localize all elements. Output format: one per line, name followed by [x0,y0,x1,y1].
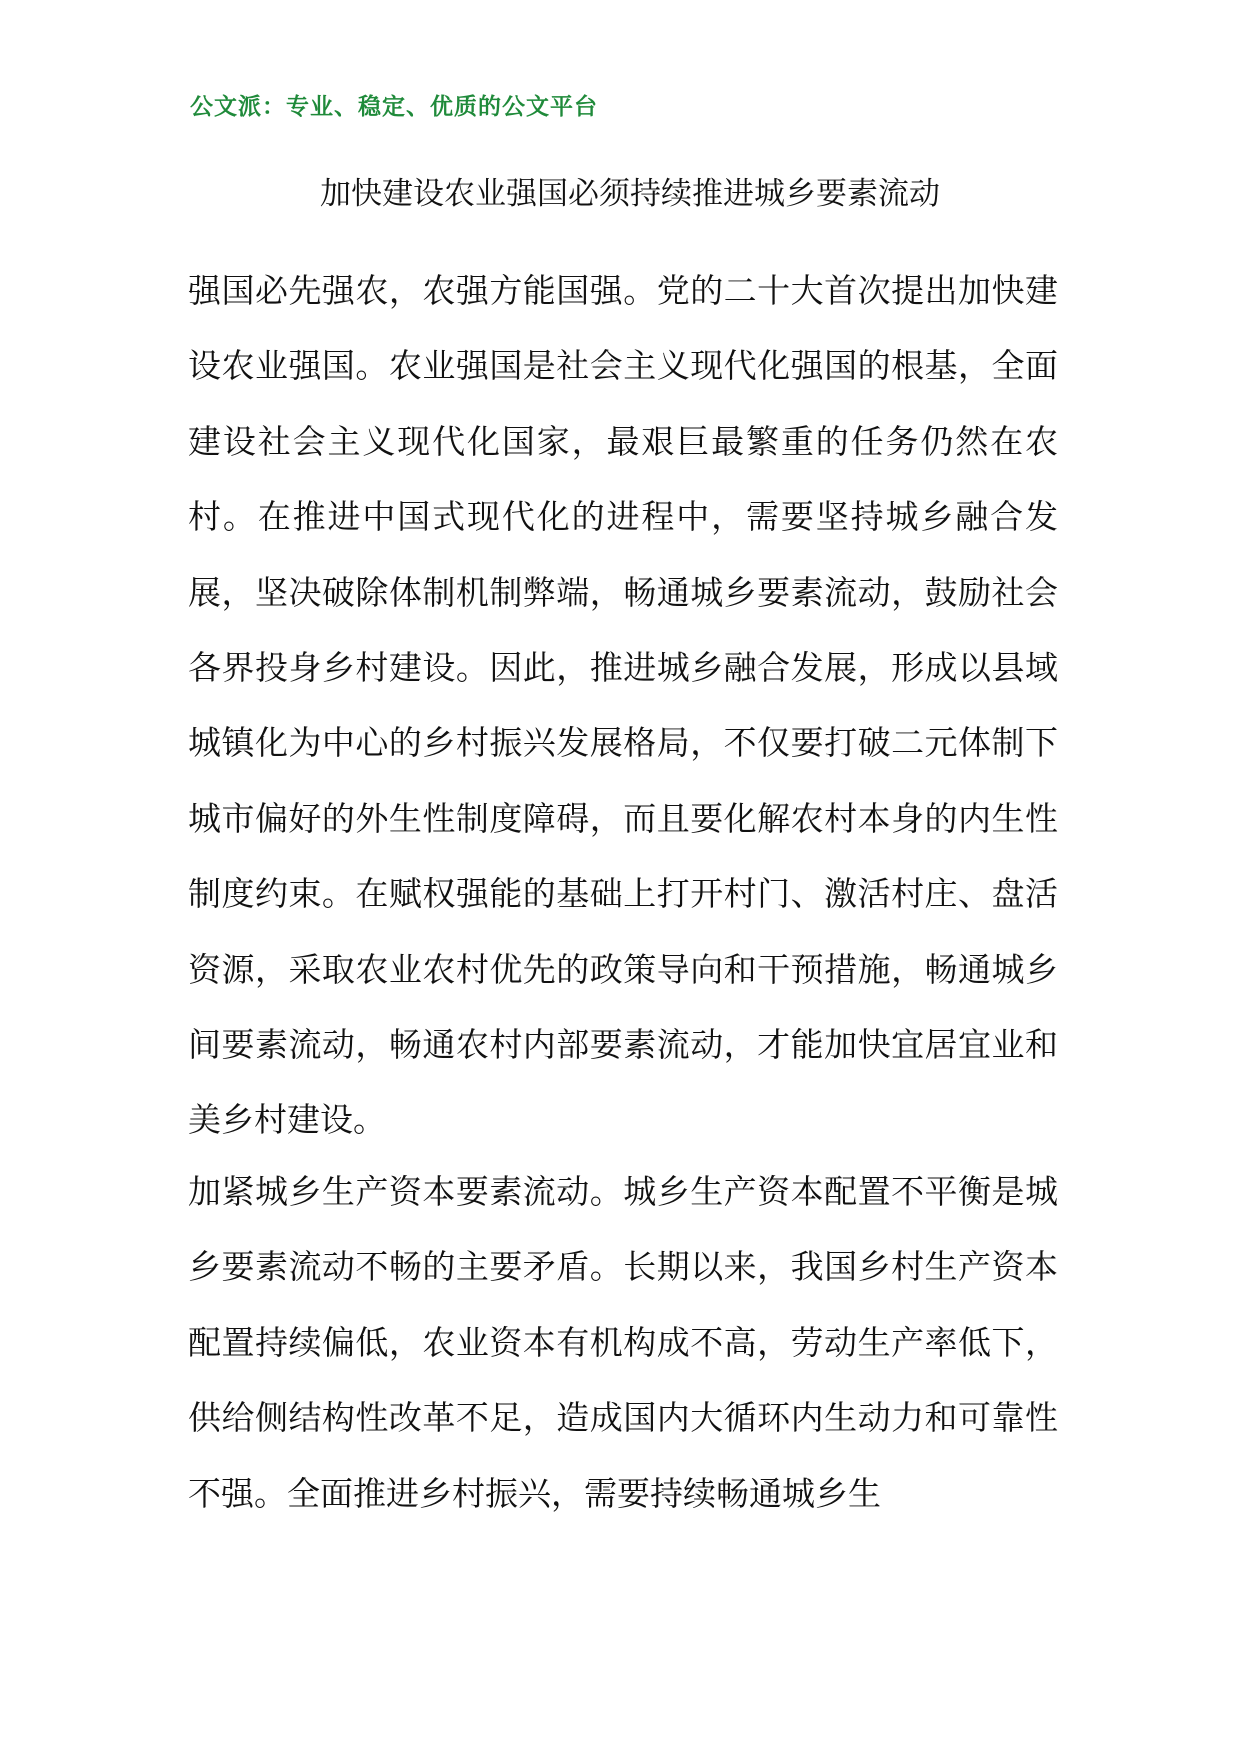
platform-tagline: 公文派：专业、稳定、优质的公文平台 [190,94,598,120]
document-title: 加快建设农业强国必须持续推进城乡要素流动 [320,176,940,212]
body-paragraph-2: 加紧城乡生产资本要素流动。城乡生产资本配置不平衡是城乡要素流动不畅的主要矛盾。长期以来，我国乡村生产资本配置持续偏低，农业资本有机构成不高，劳动生产率低下，供给侧结构性改革不足，造成国内大循环内生动力和可靠性不强。全面推进乡村振兴，需要持续畅通城乡生 [188,1172,1058,1513]
body-paragraph-1: 强国必先强农，农强方能国强。党的二十大首次提出加快建设农业强国。农业强国是社会主义现代化强国的根基，全面建设社会主义现代化国家，最艰巨最繁重的任务仍然在农村。在推进中国式现代化的进程中，需要坚持城乡融合发展，坚决破除体制机制弊端，畅通城乡要素流动，鼓励社会各界投身乡村建设。因此，推进城乡融合发展，形成以县域城镇化为中心的乡村振兴发展格局，不仅要打破二元体制下城市偏好的外生性制度障碍，而且要化解农村本身的内生性制度约束。在赋权强能的基础上打开村门、激活村庄、盘活资源，采取农业农村优先的政策导向和干预措施，畅通城乡间要素流动，畅通农村内部要素流动，才能加快宜居宜业和美乡村建设。 [188,271,1058,1140]
